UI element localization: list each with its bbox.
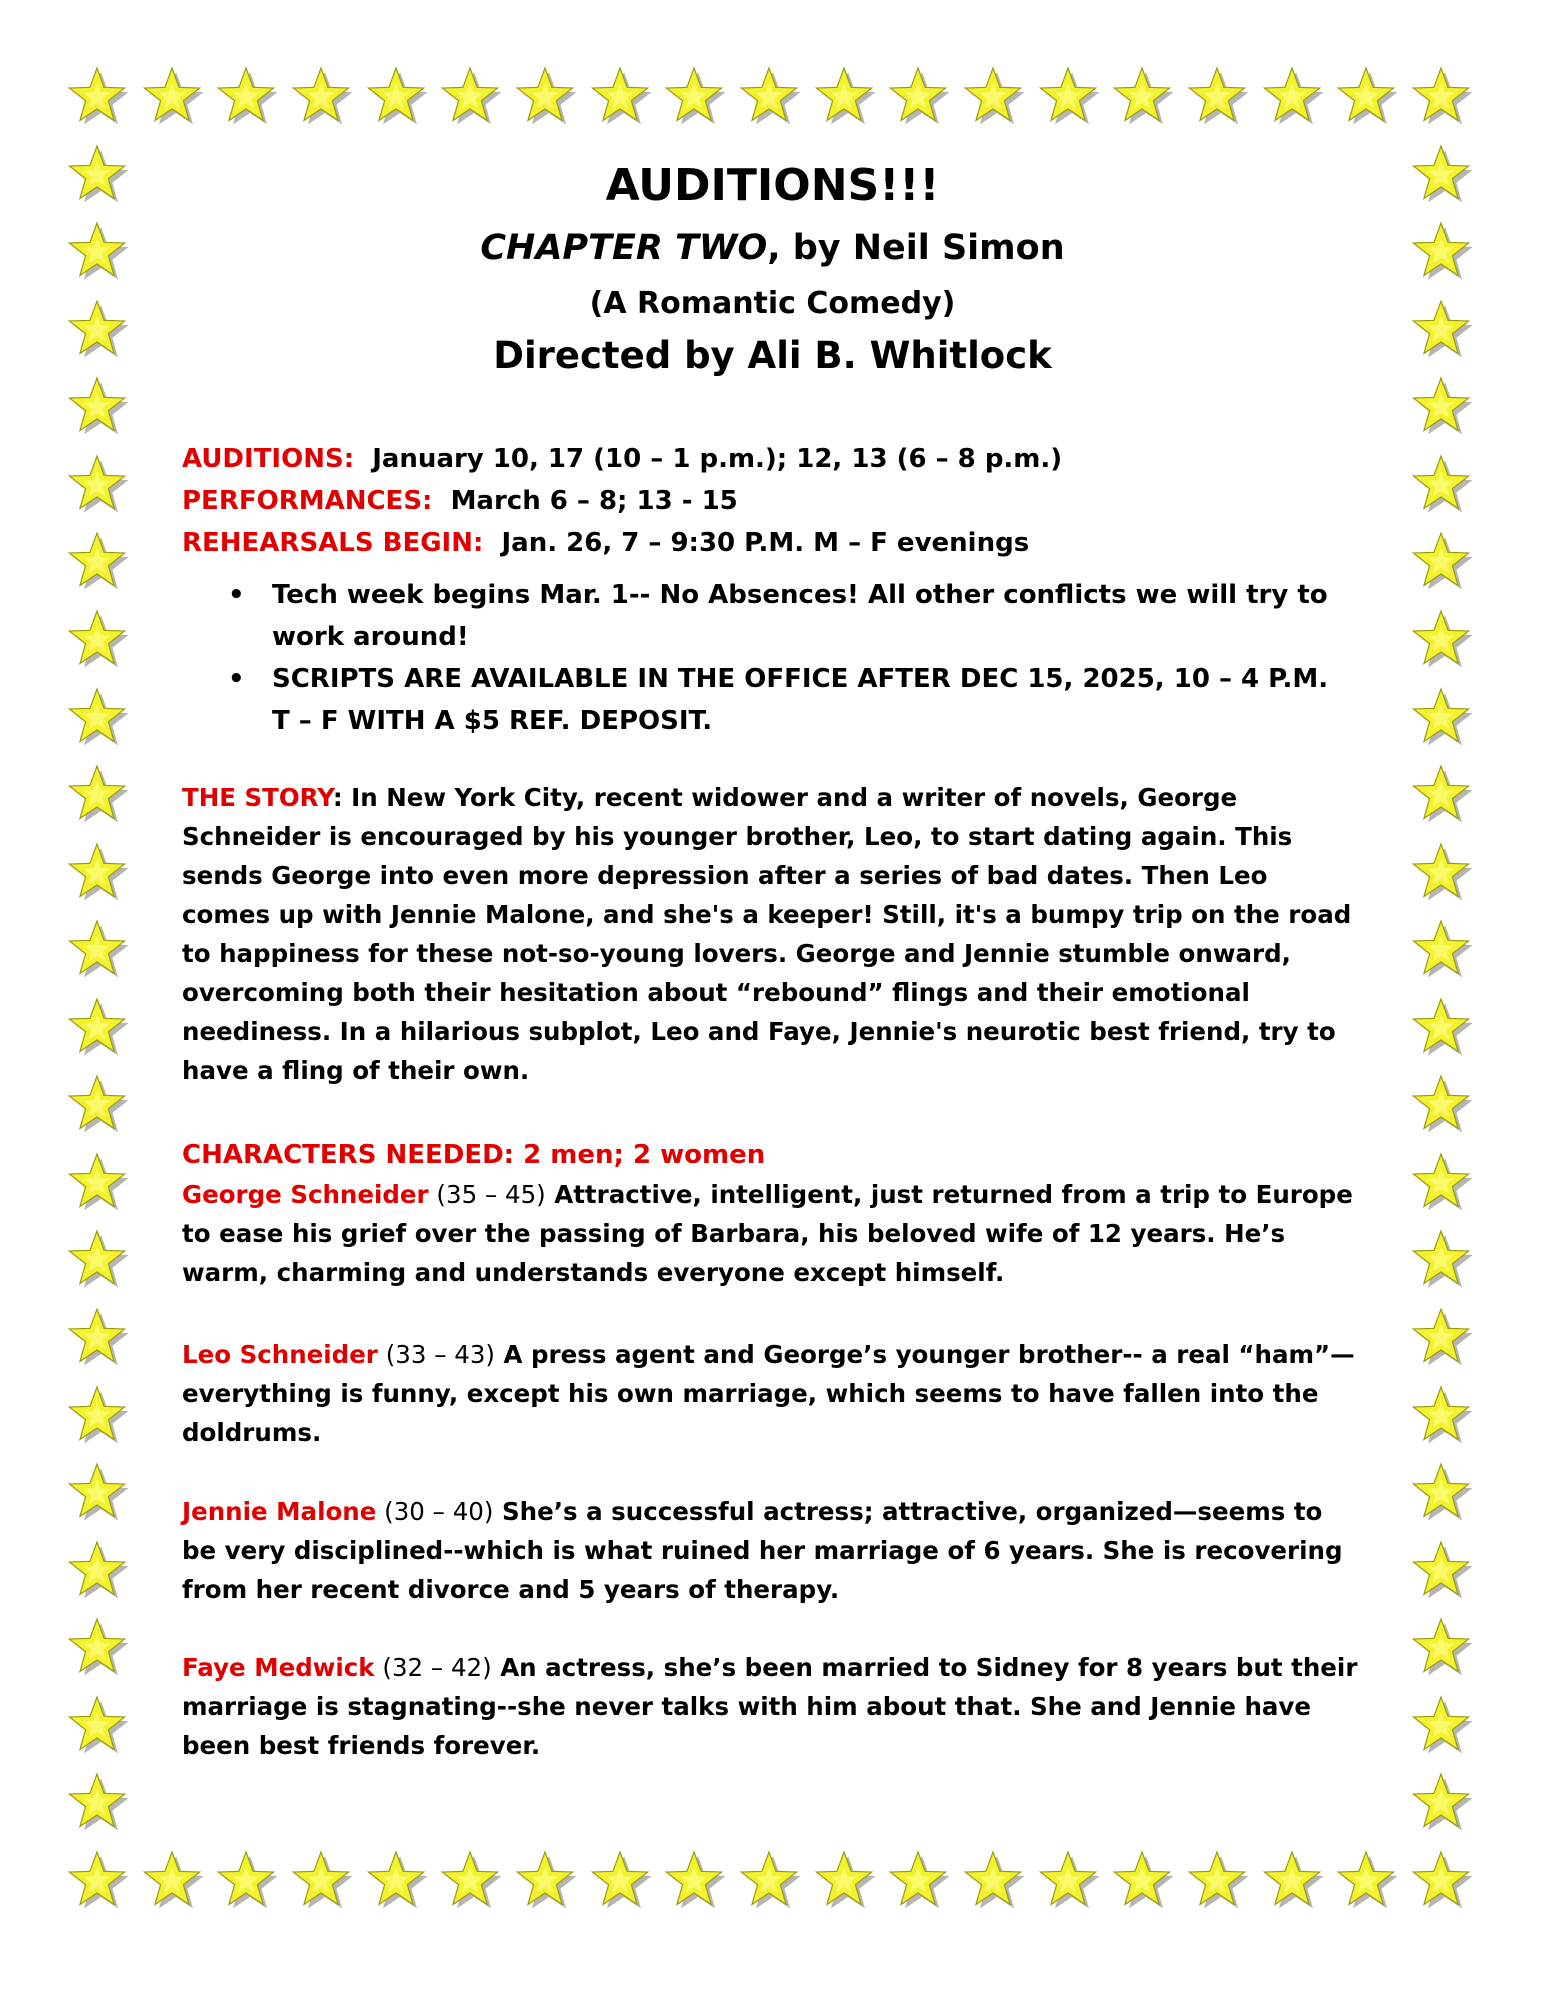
character-leo xyxy=(182,1335,1362,1452)
bullet-icon: • xyxy=(228,580,245,610)
story-paragraph xyxy=(182,778,1362,1090)
auditions-line xyxy=(182,444,1062,474)
play-title-line xyxy=(0,228,1545,268)
character-faye xyxy=(182,1648,1362,1765)
note-tech-week: Tech week begins Mar. 1-- No Absences! All other conflicts we will try to work around! xyxy=(272,580,1328,652)
auditions-value: January 10, 17 (10 – 1 p.m.); 12, 13 (6 – 8 p.m.) xyxy=(372,444,1063,474)
characters-heading: CHARACTERS NEEDED: 2 men; 2 women xyxy=(182,1140,766,1170)
character-age: (32 – 42) xyxy=(374,1653,492,1682)
schedule-notes xyxy=(228,574,1338,742)
character-desc: She’s a successful actress; attractive, organized—seems to be very disciplined--which is what ruined her marriage of 6 years. She is recovering from her recent divorce and 5 years of therapy. xyxy=(182,1497,1343,1604)
auditions-label: AUDITIONS: xyxy=(182,444,355,474)
character-jennie xyxy=(182,1492,1362,1609)
character-name: Leo Schneider xyxy=(182,1340,378,1369)
rehearsals-label: REHEARSALS BEGIN: xyxy=(182,528,484,558)
play-author: , by Neil Simon xyxy=(767,228,1065,268)
character-desc: Attractive, intelligent, just returned from a trip to Europe to ease his grief over the passing of Barbara, his beloved wife of 12 years. He’s warm, charming and understands everyone except himself. xyxy=(182,1180,1353,1287)
character-name: Jennie Malone xyxy=(182,1497,377,1526)
play-title: CHAPTER TWO xyxy=(480,228,768,268)
performances-label: PERFORMANCES: xyxy=(182,486,433,516)
character-age: (30 – 40) xyxy=(376,1497,494,1526)
note-scripts: SCRIPTS ARE AVAILABLE IN THE OFFICE AFTER DEC 15, 2025, 10 – 4 P.M. T – F WITH A $5 REF. DEPOSIT. xyxy=(272,664,1329,736)
character-desc: A press agent and George’s younger brother-- a real “ham”—everything is funny, except his own marriage, which seems to have fallen into the doldrums. xyxy=(182,1340,1355,1447)
story-text: : In New York City, recent widower and a writer of novels, George Schneider is encouraged by his younger brother, Leo, to start dating again. This sends George into even more depression after a series of bad dates. Then Leo comes up with Jennie Malone, and she's a keeper! Still, it's a bumpy trip on the road to happiness for these not-so-young lovers. George and Jennie stumble onward, overcoming both their hesitation about “rebound” flings and their emotional neediness. In a hilarious subplot, Leo and Faye, Jennie's neurotic best friend, try to have a fling of their own. xyxy=(182,783,1352,1085)
bullet-icon: • xyxy=(228,664,245,694)
rehearsals-line xyxy=(182,528,1029,558)
list-item xyxy=(228,574,1338,658)
story-label: THE STORY xyxy=(182,783,333,812)
character-george xyxy=(182,1175,1362,1292)
director: Directed by Ali B. Whitlock xyxy=(493,334,1052,377)
performances-line xyxy=(182,486,738,516)
rehearsals-value: Jan. 26, 7 – 9:30 P.M. M – F evenings xyxy=(501,528,1030,558)
genre: (A Romantic Comedy) xyxy=(589,286,956,321)
character-name: Faye Medwick xyxy=(182,1653,375,1682)
character-age: (35 – 45) xyxy=(428,1180,546,1209)
character-age: (33 – 43) xyxy=(377,1340,495,1369)
page-title: AUDITIONS!!! xyxy=(605,160,940,211)
character-name: George Schneider xyxy=(182,1180,429,1209)
list-item xyxy=(228,658,1338,742)
performances-value: March 6 – 8; 13 - 15 xyxy=(450,486,738,516)
character-desc: An actress, she’s been married to Sidney for 8 years but their marriage is stagnating--she never talks with him about that. She and Jennie have been best friends forever. xyxy=(182,1653,1358,1760)
